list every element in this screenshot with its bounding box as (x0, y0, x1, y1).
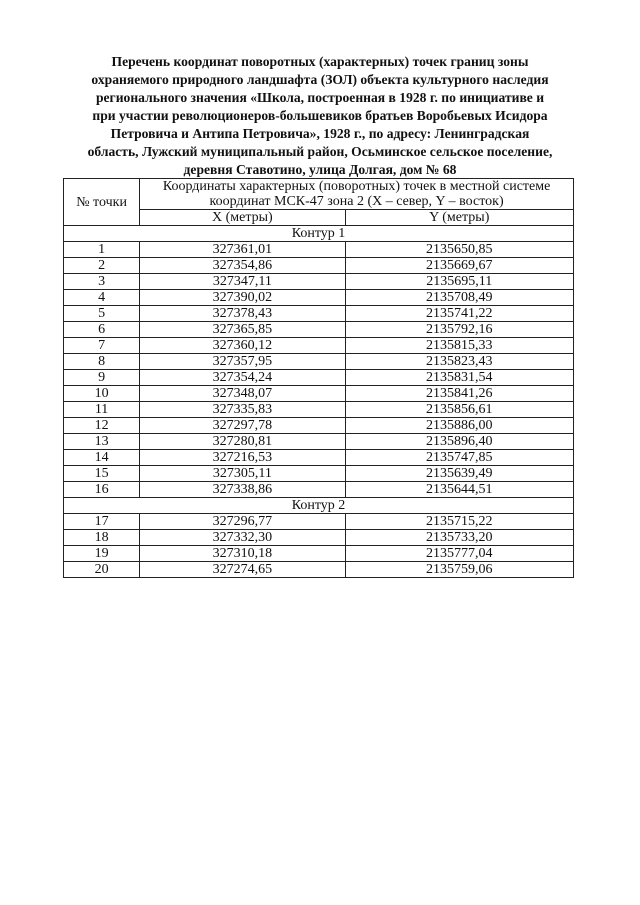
point-number-cell: 14 (64, 450, 140, 466)
contour-row (64, 498, 574, 514)
table-row (64, 258, 574, 274)
y-coordinate-cell: 2135823,43 (345, 354, 573, 370)
y-coordinate-cell: 2135815,33 (345, 338, 573, 354)
table-row (64, 450, 574, 466)
table-row (64, 322, 574, 338)
point-number-cell: 16 (64, 482, 140, 498)
x-coordinate-cell: 327365,85 (140, 322, 345, 338)
x-coordinate-cell: 327274,65 (140, 562, 345, 578)
table-row (64, 562, 574, 578)
table-row (64, 386, 574, 402)
x-coordinate-cell: 327338,86 (140, 482, 345, 498)
x-coordinate-cell: 327305,11 (140, 466, 345, 482)
x-coordinate-cell: 327390,02 (140, 290, 345, 306)
x-coordinate-cell: 327216,53 (140, 450, 345, 466)
point-number-cell: 10 (64, 386, 140, 402)
contour-label: Контур 2 (64, 498, 574, 514)
x-coordinate-cell: 327297,78 (140, 418, 345, 434)
x-coordinate-cell: 327332,30 (140, 530, 345, 546)
point-number-cell: 2 (64, 258, 140, 274)
point-number-cell: 12 (64, 418, 140, 434)
header-coordinates (140, 179, 574, 210)
table-row (64, 354, 574, 370)
title-line: при участии революционеров-большевиков братьев Воробьевых Исидора (92, 108, 548, 123)
table-row (64, 514, 574, 530)
point-number-cell: 1 (64, 242, 140, 258)
x-coordinate-cell: 327360,12 (140, 338, 345, 354)
y-coordinate-cell: 2135741,22 (345, 306, 573, 322)
table-body (64, 226, 574, 578)
x-coordinate-cell: 327378,43 (140, 306, 345, 322)
title-line: Перечень координат поворотных (характерных) точек границ зоны (111, 54, 529, 69)
point-number-cell: 19 (64, 546, 140, 562)
table-row (64, 290, 574, 306)
table-row (64, 338, 574, 354)
point-number-cell: 17 (64, 514, 140, 530)
table-row (64, 434, 574, 450)
table-row (64, 546, 574, 562)
document-title (40, 53, 600, 179)
title-line: регионального значения «Школа, построенная в 1928 г. по инициативе и (95, 90, 545, 105)
point-number-cell: 4 (64, 290, 140, 306)
y-coordinate-cell: 2135669,67 (345, 258, 573, 274)
contour-row (64, 226, 574, 242)
y-coordinate-cell: 2135896,40 (345, 434, 573, 450)
point-number-cell: 5 (64, 306, 140, 322)
x-coordinate-cell: 327310,18 (140, 546, 345, 562)
point-number-cell: 3 (64, 274, 140, 290)
header-coordinates-line: координат МСК-47 зона 2 (X – север, Y – восток) (209, 194, 504, 209)
point-number-cell: 6 (64, 322, 140, 338)
x-coordinate-cell: 327354,24 (140, 370, 345, 386)
point-number-cell: 9 (64, 370, 140, 386)
y-coordinate-cell: 2135715,22 (345, 514, 573, 530)
header-x: X (метры) (140, 210, 345, 226)
table-row (64, 306, 574, 322)
y-coordinate-cell: 2135644,51 (345, 482, 573, 498)
x-coordinate-cell: 327347,11 (140, 274, 345, 290)
table-row (64, 370, 574, 386)
title-line: охраняемого природного ландшафта (ЗОЛ) объекта культурного наследия (91, 72, 549, 87)
x-coordinate-cell: 327280,81 (140, 434, 345, 450)
point-number-cell: 18 (64, 530, 140, 546)
x-coordinate-cell: 327354,86 (140, 258, 345, 274)
coordinates-table (63, 178, 574, 578)
y-coordinate-cell: 2135886,00 (345, 418, 573, 434)
y-coordinate-cell: 2135841,26 (345, 386, 573, 402)
table-row (64, 242, 574, 258)
point-number-cell: 7 (64, 338, 140, 354)
x-coordinate-cell: 327335,83 (140, 402, 345, 418)
header-point-number: № точки (64, 179, 140, 226)
y-coordinate-cell: 2135695,11 (345, 274, 573, 290)
title-line: область, Лужский муниципальный район, Осьминское сельское поселение, (87, 144, 553, 159)
y-coordinate-cell: 2135777,04 (345, 546, 573, 562)
point-number-cell: 20 (64, 562, 140, 578)
table-row (64, 402, 574, 418)
y-coordinate-cell: 2135856,61 (345, 402, 573, 418)
contour-label: Контур 1 (64, 226, 574, 242)
header-coordinates-line: Координаты характерных (поворотных) точек в местной системе (162, 179, 551, 194)
header-y: Y (метры) (345, 210, 573, 226)
y-coordinate-cell: 2135708,49 (345, 290, 573, 306)
table-row (64, 530, 574, 546)
x-coordinate-cell: 327348,07 (140, 386, 345, 402)
y-coordinate-cell: 2135650,85 (345, 242, 573, 258)
point-number-cell: 13 (64, 434, 140, 450)
x-coordinate-cell: 327361,01 (140, 242, 345, 258)
y-coordinate-cell: 2135792,16 (345, 322, 573, 338)
table-row (64, 274, 574, 290)
y-coordinate-cell: 2135759,06 (345, 562, 573, 578)
table-header (64, 179, 574, 226)
y-coordinate-cell: 2135733,20 (345, 530, 573, 546)
point-number-cell: 11 (64, 402, 140, 418)
y-coordinate-cell: 2135831,54 (345, 370, 573, 386)
point-number-cell: 15 (64, 466, 140, 482)
x-coordinate-cell: 327296,77 (140, 514, 345, 530)
title-line: деревня Ставотино, улица Долгая, дом № 68 (183, 162, 457, 177)
x-coordinate-cell: 327357,95 (140, 354, 345, 370)
table-row (64, 418, 574, 434)
table-row (64, 466, 574, 482)
y-coordinate-cell: 2135747,85 (345, 450, 573, 466)
point-number-cell: 8 (64, 354, 140, 370)
y-coordinate-cell: 2135639,49 (345, 466, 573, 482)
table-row (64, 482, 574, 498)
title-line: Петровича и Антипа Петровича», 1928 г., по адресу: Ленинградская (110, 126, 530, 141)
